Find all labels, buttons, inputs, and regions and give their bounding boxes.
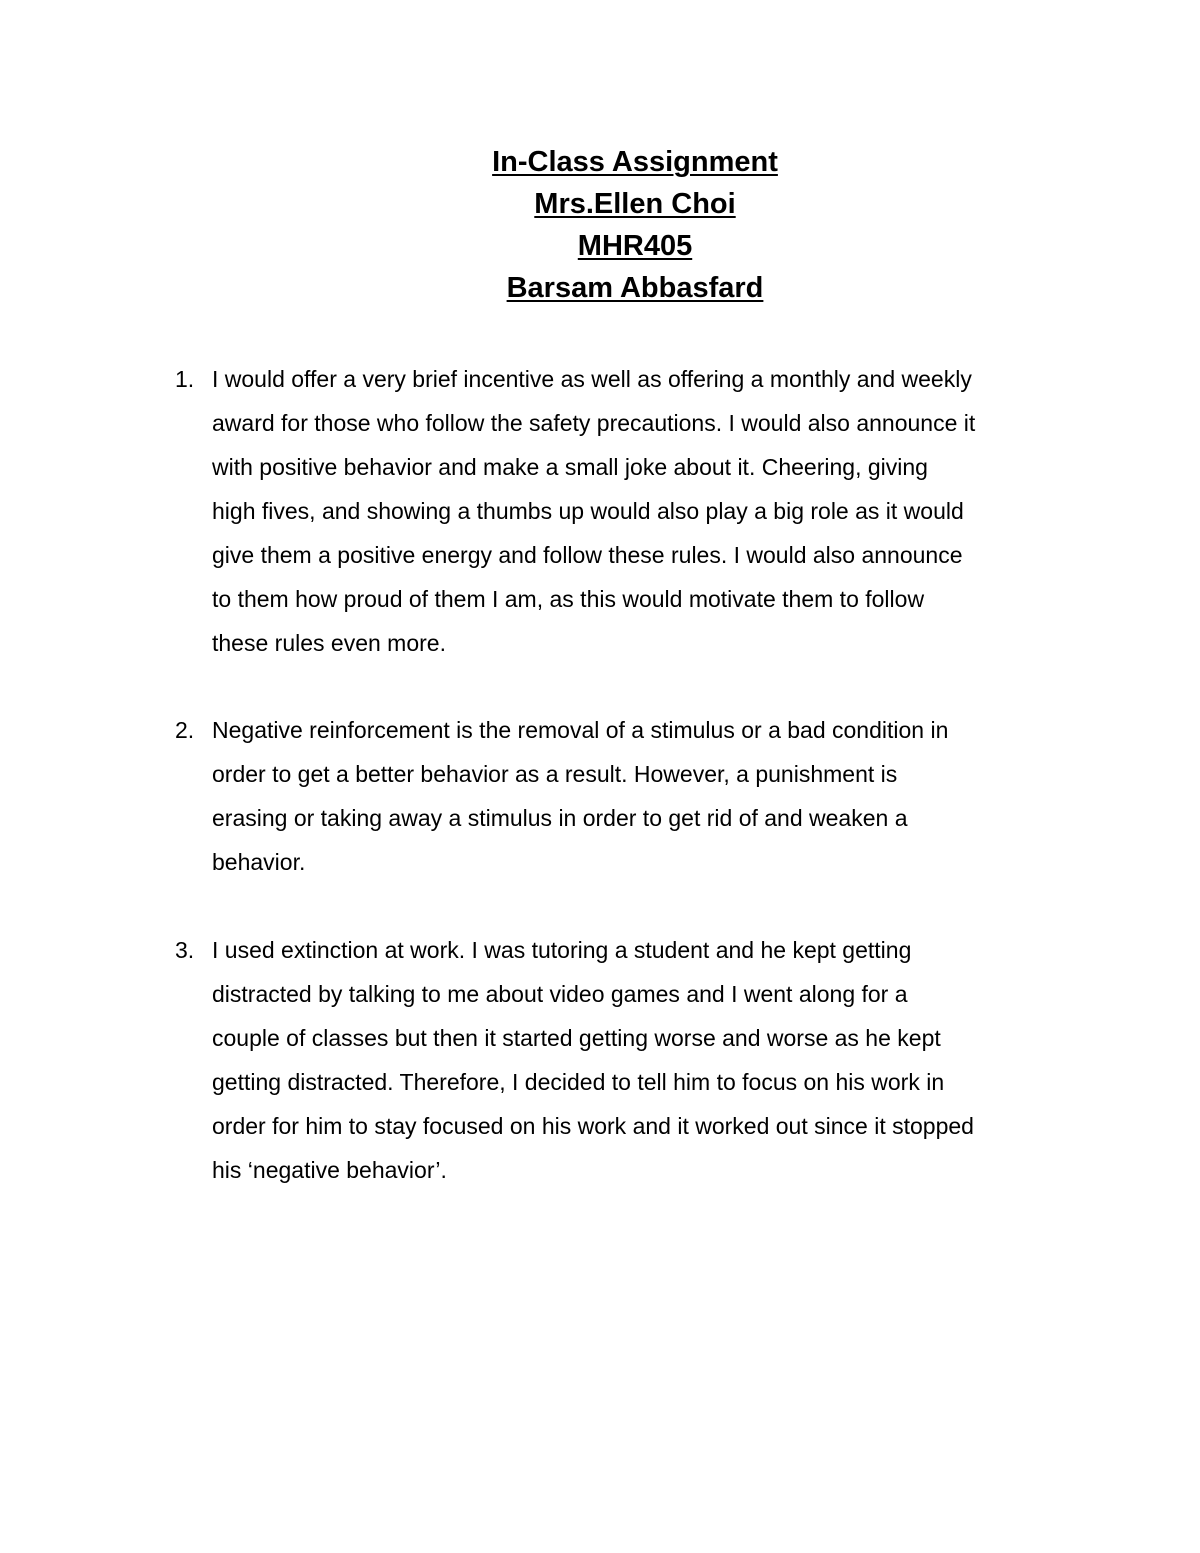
list-item-text [212,357,1082,665]
text-line: order for him to stay focused on his work and it worked out since it stopped [212,1113,974,1139]
text-line: these rules even more. [212,630,446,656]
text-line: Negative reinforcement is the removal of a stimulus or a bad condition in [212,717,949,743]
text-line: couple of classes but then it started getting worse and worse as he kept [212,1025,941,1051]
document-header [0,141,1200,309]
course-code: MHR405 [577,230,693,262]
text-line: give them a positive energy and follow these rules. I would also announce [212,542,963,568]
text-line: to them how proud of them I am, as this would motivate them to follow [212,586,925,612]
text-line: I used extinction at work. I was tutoring a student and he kept getting [212,937,912,963]
text-line: behavior. [212,849,306,875]
student-name: Barsam Abbasfard [506,272,764,304]
text-line: distracted by talking to me about video games and I went along for a [212,981,908,1007]
list-item-text [212,708,1082,884]
text-line: award for those who follow the safety precautions. I would also announce it [212,410,976,436]
text-line: high fives, and showing a thumbs up would also play a big role as it would [212,498,964,524]
text-line: with positive behavior and make a small joke about it. Cheering, giving [212,454,928,480]
assignment-title: In-Class Assignment [492,146,778,178]
list-item-number: 2. [175,717,195,743]
text-line: erasing or taking away a stimulus in order to get rid of and weaken a [212,805,908,831]
text-line: order to get a better behavior as a result. However, a punishment is [212,761,898,787]
list-item-text [212,928,1082,1192]
text-line: getting distracted. Therefore, I decided to tell him to focus on his work in [212,1069,945,1095]
list-item-number: 3. [175,937,195,963]
text-line: his ‘negative behavior’. [212,1157,447,1183]
text-line: I would offer a very brief incentive as well as offering a monthly and weekly [212,366,972,392]
list-item-number: 1. [175,366,195,392]
instructor-name: Mrs.Ellen Choi [534,188,736,220]
